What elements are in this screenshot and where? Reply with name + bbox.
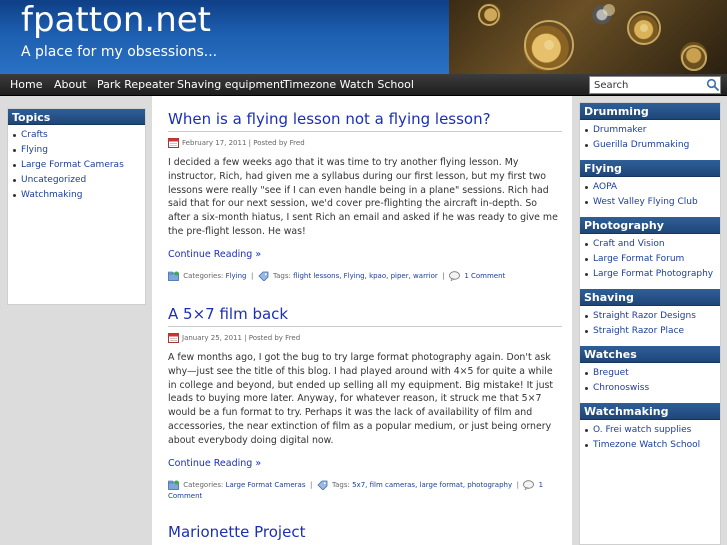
- tag-links[interactable]: flight lessons, Flying, kpao, piper, warrior: [293, 271, 438, 280]
- right-sidebar: [572, 96, 727, 545]
- category-link[interactable]: Flying: [225, 271, 247, 280]
- categories-label: Categories:: [183, 271, 224, 280]
- watchmaking-widget: [580, 403, 720, 456]
- topic-link[interactable]: Large Format Cameras: [8, 158, 145, 173]
- separator: |: [250, 271, 254, 280]
- categories-label: Categories:: [183, 480, 224, 489]
- post-title[interactable]: Marionette Project: [168, 523, 306, 541]
- post-excerpt: I decided a few weeks ago that it was time to try another flying lesson. My instructor, Rich, had given me a syllabus during our first lesson, but my first two lessons were really "see if I can even handle being in a plane" sessions. Rich had said that for our next session, we'd cover pre-flighting the aircraft in-depth. So after a six-month hiatus, I sent Rich an email and asked if he was ready to give me the pre-flight lesson. He was!: [168, 157, 558, 237]
- tag-icon: [258, 271, 269, 281]
- photography-widget: [580, 217, 720, 285]
- widget-link[interactable]: Chronoswiss: [580, 381, 720, 396]
- widget-link[interactable]: O. Frei watch supplies: [580, 423, 720, 438]
- comment-icon: [449, 271, 460, 281]
- widget-link[interactable]: Straight Razor Designs: [580, 309, 720, 324]
- links-widgets: [579, 102, 721, 545]
- continue-reading-link[interactable]: Continue Reading »: [168, 457, 262, 469]
- search-input[interactable]: [589, 76, 721, 94]
- topic-link[interactable]: Uncategorized: [8, 173, 145, 188]
- nav-park-repeater[interactable]: Park Repeater: [97, 78, 175, 91]
- post-title[interactable]: A 5×7 film back: [168, 305, 289, 323]
- widget-link[interactable]: West Valley Flying Club: [580, 195, 720, 210]
- calendar-icon: [168, 332, 179, 343]
- post-meta: [168, 331, 562, 347]
- header-gears-image: [449, 0, 727, 74]
- nav-timezone-watch-school[interactable]: Timezone Watch School: [283, 78, 414, 91]
- widget-title: Flying: [580, 160, 720, 177]
- post: [168, 109, 562, 282]
- nav-bar: [0, 74, 727, 96]
- comments-link[interactable]: 1 Comment: [168, 480, 544, 500]
- post-date-author: February 17, 2011 | Posted by Fred: [182, 139, 305, 147]
- widget-link[interactable]: Large Format Forum: [580, 252, 720, 267]
- post-meta: [168, 136, 562, 152]
- search-icon[interactable]: [706, 78, 720, 92]
- widget-title: Drumming: [580, 103, 720, 120]
- folder-icon: [168, 480, 179, 490]
- continue-reading-link[interactable]: Continue Reading »: [168, 248, 262, 260]
- widget-title: Photography: [580, 217, 720, 234]
- nav-about[interactable]: About: [54, 78, 87, 91]
- nav-home[interactable]: Home: [10, 78, 43, 91]
- topics-widget-title: Topics: [8, 109, 145, 125]
- flying-widget: [580, 160, 720, 213]
- tag-links[interactable]: 5x7, film cameras, large format, photography: [352, 480, 513, 489]
- separator: |: [516, 480, 519, 489]
- separator: |: [309, 480, 313, 489]
- widget-title: Shaving: [580, 289, 720, 306]
- widget-link[interactable]: Timezone Watch School: [580, 438, 720, 453]
- site-title[interactable]: fpatton.net: [21, 0, 212, 40]
- comment-icon: [523, 480, 534, 490]
- calendar-icon: [168, 137, 179, 148]
- widget-link[interactable]: Drummaker: [580, 123, 720, 138]
- post-footer: [168, 271, 562, 282]
- tags-label: Tags:: [273, 271, 291, 280]
- topic-link[interactable]: Flying: [8, 143, 145, 158]
- widget-title: Watchmaking: [580, 403, 720, 420]
- widget-link[interactable]: Guerilla Drummaking: [580, 138, 720, 153]
- post-footer: [168, 480, 562, 502]
- widget-link[interactable]: Breguet: [580, 366, 720, 381]
- topic-link[interactable]: Crafts: [8, 128, 145, 143]
- widget-link[interactable]: AOPA: [580, 180, 720, 195]
- widget-title: Watches: [580, 346, 720, 363]
- comments-link[interactable]: 1 Comment: [464, 271, 506, 280]
- post: [168, 522, 562, 542]
- site-tagline: A place for my obsessions...: [21, 44, 218, 60]
- category-link[interactable]: Large Format Cameras: [225, 480, 306, 489]
- topics-widget: [7, 108, 146, 305]
- post: [168, 304, 562, 502]
- drumming-widget: [580, 103, 720, 156]
- watches-widget: [580, 346, 720, 399]
- post-date-author: January 25, 2011 | Posted by Fred: [182, 334, 301, 342]
- shaving-widget: [580, 289, 720, 342]
- post-divider: [168, 326, 562, 327]
- left-sidebar: [0, 96, 152, 545]
- post-title[interactable]: When is a flying lesson not a flying lesson?: [168, 110, 491, 128]
- folder-icon: [168, 271, 179, 281]
- separator: |: [442, 271, 445, 280]
- widget-link[interactable]: Large Format Photography: [580, 267, 720, 282]
- widget-link[interactable]: Craft and Vision: [580, 237, 720, 252]
- post-excerpt: A few months ago, I got the bug to try large format photography again. Don't ask why—just see the title of this blog. I had played around with 4×5 for quite a while in college and beyond, but ended up selling all my equipment. Big mistake! It just leads to buying more later. Anyway, for whatever reason, it struck me that 5×7 would be a fun format to try. Perhaps it was the lack of availability of film and accessories, the near extinction of film as a popular medium, or just being ornery about everybody doing digital now.: [168, 352, 554, 446]
- post-divider: [168, 131, 562, 132]
- widget-link[interactable]: Straight Razor Place: [580, 324, 720, 339]
- main-content: [152, 96, 572, 545]
- site-header: [0, 0, 727, 74]
- tags-label: Tags:: [332, 480, 350, 489]
- topic-link[interactable]: Watchmaking: [8, 188, 145, 203]
- tag-icon: [317, 480, 328, 490]
- nav-shaving-equipment[interactable]: Shaving equipment: [177, 78, 285, 91]
